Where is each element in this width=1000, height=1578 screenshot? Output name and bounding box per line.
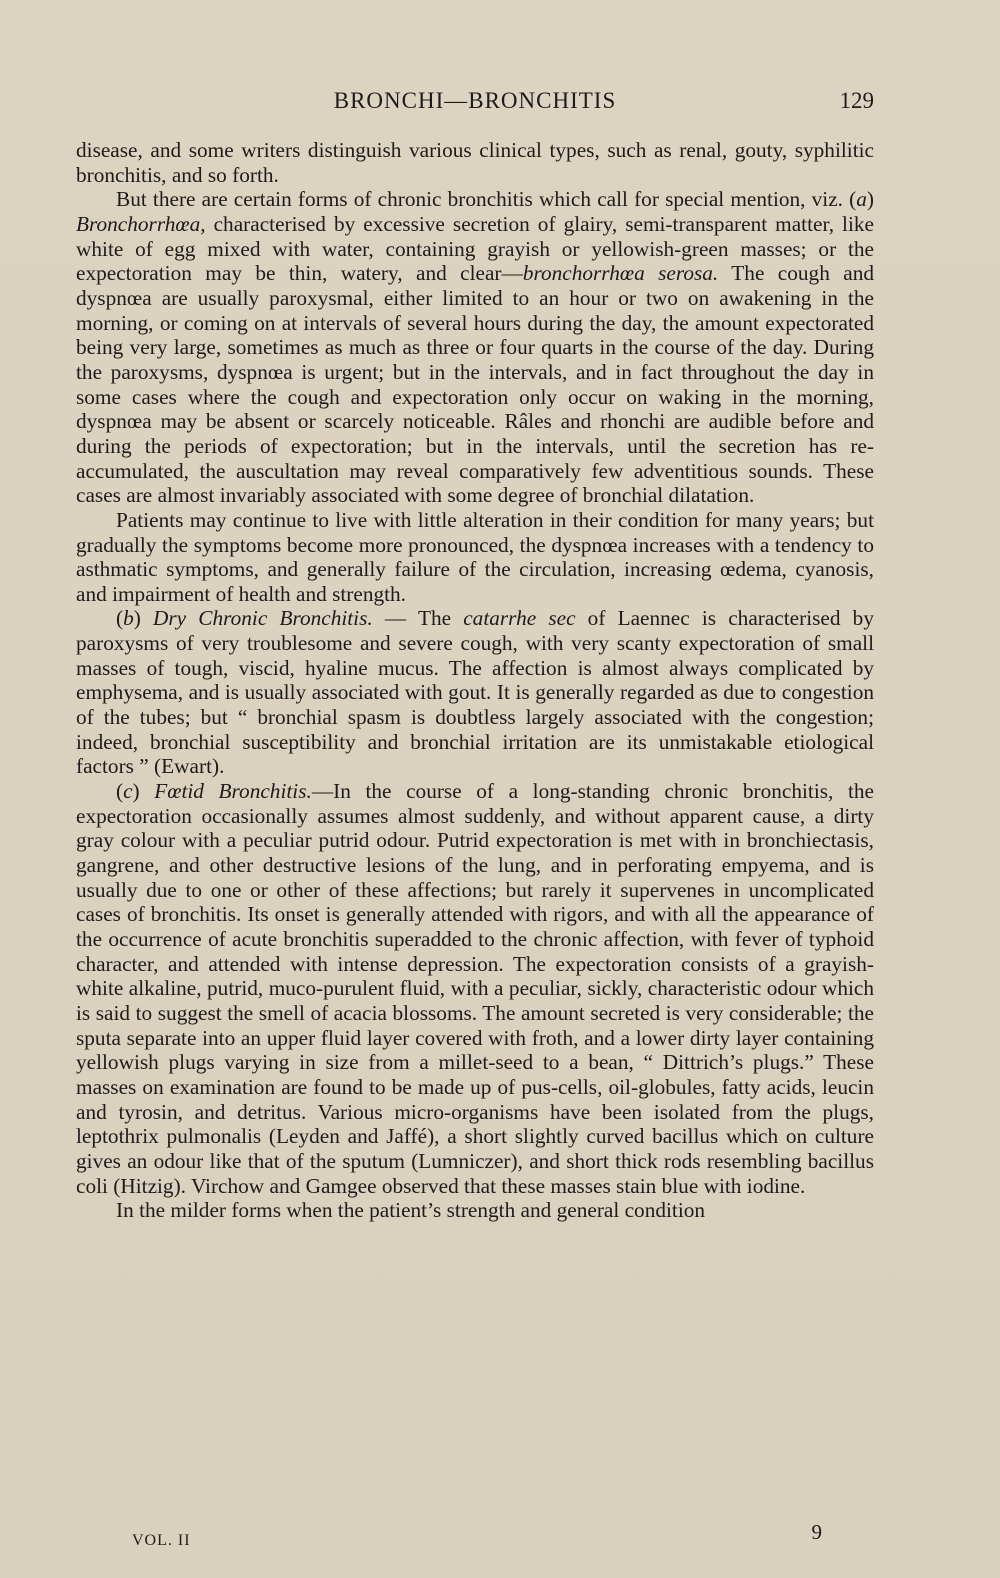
- text-run: ): [866, 187, 874, 212]
- italic-text: Fœtid Bronchitis.: [154, 779, 312, 804]
- signature-mark: 9: [811, 1520, 822, 1544]
- text-run: (: [116, 606, 124, 631]
- paragraph: [76, 138, 874, 187]
- page-footer: [132, 1520, 874, 1550]
- text-run: In the milder forms when the patient’s strength and general condition: [116, 1198, 706, 1223]
- text-run: (: [116, 779, 124, 804]
- text-run: characterised by excessive secretion of glairy, semi-transparent matter, like white of egg mixed with water, containing grayish or yellowish-green masses; or the expectoration may be thin, watery, and clear—: [76, 211, 874, 286]
- volume-label: VOL. II: [132, 1532, 191, 1549]
- italic-text: c: [123, 779, 133, 804]
- paragraph: [76, 606, 874, 779]
- page-body: [76, 138, 874, 1223]
- text-run: But there are certain forms of chronic bronchitis which call for special mention, viz. (: [116, 187, 857, 212]
- paragraph: [76, 508, 874, 607]
- text-run: The cough and dyspnœa are usually paroxysmal, either limited to an hour or two on awakening in the morning, or coming on at intervals of several hours during the day, the amount expectorated being very large, sometimes as much as three or four quarts in the course of the day. During the paroxysms, dyspnœa is urgent; but in the intervals, and in fact throughout the day in some cases where the cough and expectoration only occur on waking in the morning, dyspnœa may be absent or scarcely noticeable. Râles and rhonchi are audible before and during the periods of expectoration; but in the intervals, until the secretion has re-accumulated, the auscultation may reveal comparatively few adventitious sounds. These cases are almost invariably associated with some degree of bronchial dilatation.: [76, 261, 874, 508]
- italic-text: a: [856, 187, 867, 212]
- text-run: Patients may continue to live with little alteration in their condition for many years; but gradually the symptoms become more pronounced, the dyspnœa increases with a tendency to asthmatic symptoms, and generally failure of the circulation, increasing œdema, cyanosis, and impairment of health and strength.: [76, 507, 874, 606]
- italic-text: b: [123, 606, 134, 631]
- paragraph: [76, 187, 874, 508]
- text-run: —In the course of a long-standing chronic bronchitis, the expectoration occasionally assumes almost suddenly, and without apparent cause, a dirty gray colour with a peculiar putrid odour. Putrid expectoration is met with in bronchiectasis, gangrene, and other destructive lesions of the lung, and in perforating empyema, and is usually due to one or other of these affections; but rarely it supervenes in uncomplicated cases of bronchitis. Its onset is generally attended with rigors, and with all the appearance of the occurrence of acute bronchitis superadded to the chronic affection, with fever of typhoid character, and attended with intense depression. The expectoration consists of a grayish-white alkaline, putrid, muco-purulent fluid, with a peculiar, sickly, characteristic odour which is said to suggest the smell of acacia blossoms. The amount secreted is very considerable; the sputa separate into an upper fluid layer covered with froth, and a lower dirty layer containing yellowish plugs varying in size from a millet-seed to a bean, “ Dittrich’s plugs.” These masses on examination are found to be made up of pus-cells, oil-globules, fatty acids, leucin and tyrosin, and detritus. Various micro-organisms have been isolated from the plugs, leptothrix pulmonalis (Leyden and Jaffé), a short slightly curved bacillus which on culture gives an odour like that of the sputum (Lumniczer), and short thick rods resembling bacillus coli (Hitzig). Virchow and Gamgee observed that these masses stain blue with iodine.: [76, 779, 874, 1198]
- text-run: ): [132, 779, 155, 804]
- running-title: BRONCHI—BRONCHITIS: [333, 88, 617, 113]
- italic-text: Bronchorrhœa,: [76, 211, 206, 236]
- paragraph: [76, 1198, 874, 1223]
- text-run: ): [133, 606, 153, 631]
- running-header: [76, 88, 874, 118]
- italic-text: bronchorrhœa serosa.: [522, 261, 719, 286]
- italic-text: Dry Chronic Bronchitis.: [153, 606, 373, 631]
- paragraph: [76, 779, 874, 1198]
- italic-text: catarrhe sec: [463, 606, 576, 631]
- text-run: of Laennec is characterised by paroxysms of very troublesome and severe cough, with very scanty expectoration of small masses of tough, viscid, hyaline mucus. The affection is almost always complicated by emphysema, and is usually associated with gout. It is generally regarded as due to congestion of the tubes; but “ bronchial spasm is doubtless largely associated with the congestion; indeed, bronchial susceptibility and bronchial irritation are its unmistakable etiological factors ” (Ewart).: [76, 606, 874, 779]
- page-number: 129: [839, 88, 874, 113]
- text-run: disease, and some writers distinguish various clinical types, such as renal, gouty, syphilitic bronchitis, and so forth.: [76, 138, 874, 187]
- text-run: — The: [372, 606, 464, 631]
